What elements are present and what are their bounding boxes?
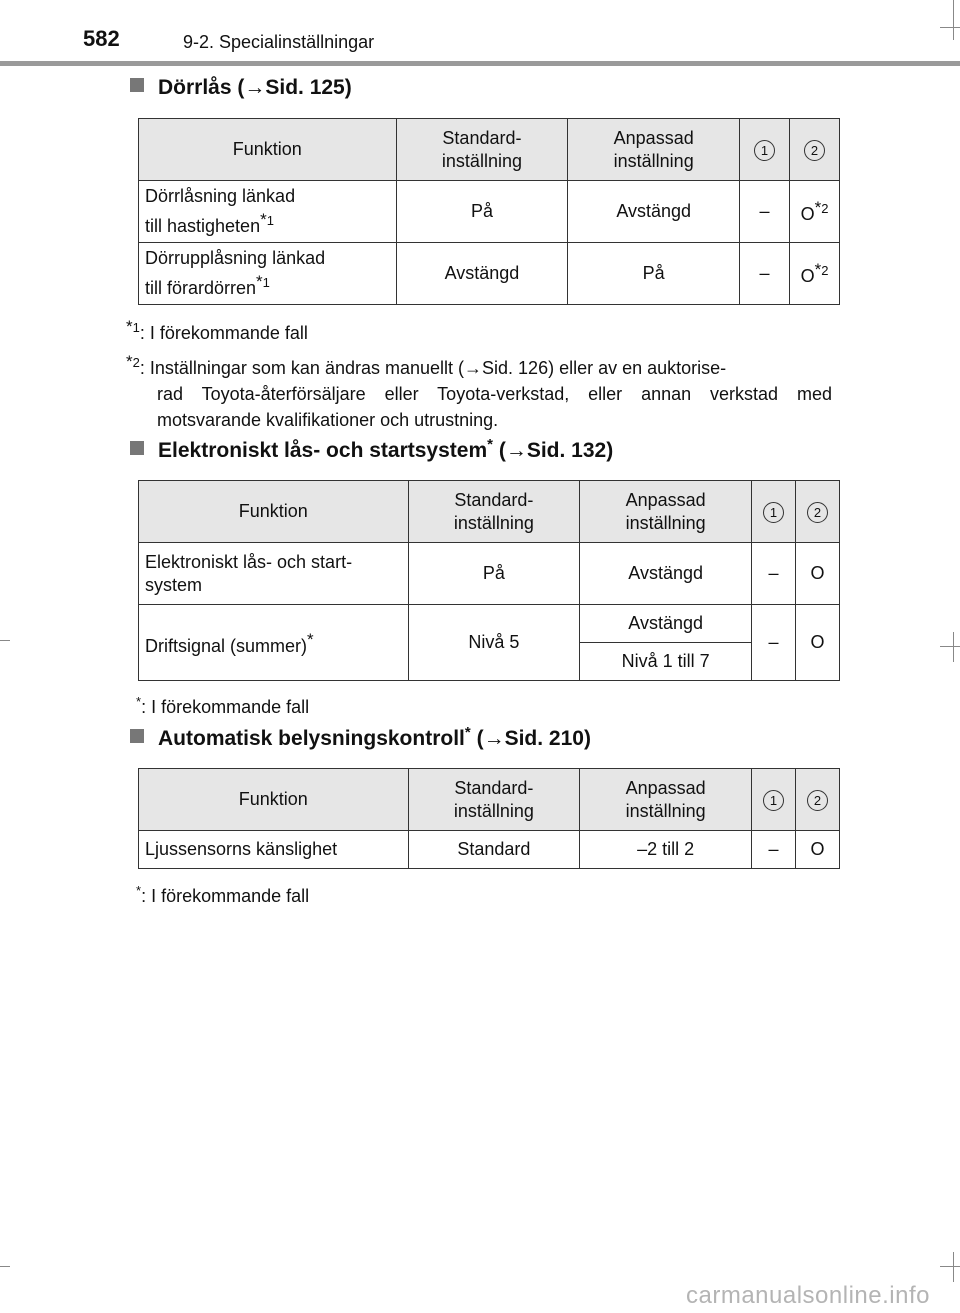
- default-cell: Standard: [408, 831, 580, 869]
- page-ref-link[interactable]: Sid. 132): [526, 439, 614, 462]
- arrow-right-icon: →: [505, 439, 527, 462]
- function-cell: Driftsignal (summer)*: [139, 605, 409, 681]
- column-header-custom: Anpassad inställning: [568, 119, 740, 181]
- crop-mark: [940, 646, 960, 647]
- table-row: [139, 181, 840, 243]
- door-lock-table: [138, 118, 840, 305]
- circled-number-1-icon: 1: [763, 502, 784, 523]
- auto-light-table: [138, 768, 840, 869]
- function-cell: Dörrlåsning länkad till hastigheten$^{*1}$: [139, 181, 397, 243]
- function-cell: Dörrupplåsning länkad till förardörren$^{*1}$: [139, 243, 397, 305]
- column-header-default: Standard- inställning: [408, 769, 580, 831]
- col2-cell: O: [796, 831, 840, 869]
- arrow-right-icon: →: [244, 76, 266, 99]
- circled-number-1-icon: 1: [754, 140, 775, 161]
- door-lock-heading: Dörrlås (→Sid. 125): [130, 76, 352, 100]
- table-row: [139, 831, 840, 869]
- column-header-custom: Anpassad inställning: [580, 481, 752, 543]
- arrow-right-icon: →: [464, 358, 483, 378]
- col1-cell: –: [752, 543, 796, 605]
- footnote-1: $^{*1}$: I förekommande fall: [126, 317, 308, 343]
- column-header-default: Standard- inställning: [408, 481, 580, 543]
- table-header-row: [139, 481, 840, 543]
- column-header-function: Funktion: [139, 769, 409, 831]
- crop-mark: [0, 640, 10, 641]
- table-row: [139, 243, 840, 305]
- col2-cell: $O^{*2}$: [790, 181, 840, 243]
- table-row: [139, 605, 840, 643]
- custom-cell: Avstängd: [568, 181, 740, 243]
- column-header-default: Standard- inställning: [396, 119, 568, 181]
- col1-cell: –: [752, 605, 796, 681]
- circled-number-2-icon: 2: [807, 790, 828, 811]
- column-header-1: [752, 769, 796, 831]
- custom-cell: –2 till 2: [580, 831, 752, 869]
- footnote: *: I förekommande fall: [136, 883, 310, 906]
- page-ref-link[interactable]: Sid. 125): [265, 76, 352, 99]
- table-header-row: [139, 769, 840, 831]
- electronic-lock-table: [138, 480, 840, 681]
- col1-cell: –: [752, 831, 796, 869]
- circled-number-2-icon: 2: [807, 502, 828, 523]
- crop-mark: [953, 632, 954, 662]
- crop-mark: [940, 27, 960, 28]
- footnote-2: $^{*2}$: Inställningar som kan ändras manuellt (→Sid. 126) eller av en auktorise- rad Toyota-återförsäljare eller Toyota-verkstad, eller annan verkstad med motsvarande kvalifikationer och utrustning.: [126, 352, 832, 430]
- column-header-2: [796, 769, 840, 831]
- function-cell: Elektroniskt lås- och start- system: [139, 543, 409, 605]
- page-header: [0, 0, 960, 66]
- column-header-function: Funktion: [139, 481, 409, 543]
- bullet-square-icon: [130, 729, 144, 743]
- custom-cell: På: [568, 243, 740, 305]
- auto-light-heading: Automatisk belysningskontroll* (→Sid. 210): [130, 724, 591, 751]
- custom-cell: Nivå 1 till 7: [580, 643, 752, 681]
- header-rule: [0, 61, 960, 66]
- bullet-square-icon: [130, 441, 144, 455]
- column-header-custom: Anpassad inställning: [580, 769, 752, 831]
- col2-cell: $O^{*2}$: [790, 243, 840, 305]
- default-cell: Nivå 5: [408, 605, 580, 681]
- bullet-square-icon: [130, 78, 144, 92]
- circled-number-1-icon: 1: [763, 790, 784, 811]
- col2-cell: O: [796, 543, 840, 605]
- footer-logo: carmanualsonline.info: [686, 1282, 930, 1309]
- circled-number-2-icon: 2: [804, 140, 825, 161]
- electronic-lock-heading: Elektroniskt lås- och startsystem* (→Sid. 132): [130, 436, 613, 463]
- page-ref-link[interactable]: Sid. 126) eller av en auktorise-: [482, 358, 727, 378]
- page-ref-link[interactable]: Sid. 210): [504, 727, 591, 750]
- crop-mark: [0, 1266, 10, 1267]
- column-header-function: Funktion: [139, 119, 397, 181]
- col2-cell: O: [796, 605, 840, 681]
- column-header-1: [752, 481, 796, 543]
- column-header-2: [796, 481, 840, 543]
- default-cell: På: [396, 181, 568, 243]
- crop-mark: [953, 0, 954, 40]
- default-cell: På: [408, 543, 580, 605]
- col1-cell: –: [740, 243, 790, 305]
- table-header-row: [139, 119, 840, 181]
- arrow-right-icon: →: [483, 727, 505, 750]
- custom-cell: Avstängd: [580, 543, 752, 605]
- column-header-2: [790, 119, 840, 181]
- crop-mark: [953, 1252, 954, 1282]
- footnote: *: I förekommande fall: [136, 694, 310, 717]
- section-title: 9-2. Specialinställningar: [183, 32, 375, 52]
- default-cell: Avstängd: [396, 243, 568, 305]
- column-header-1: [740, 119, 790, 181]
- table-row: [139, 543, 840, 605]
- function-cell: Ljussensorns känslighet: [139, 831, 409, 869]
- page-number: 582: [83, 26, 120, 51]
- crop-mark: [940, 1266, 960, 1267]
- col1-cell: –: [740, 181, 790, 243]
- custom-cell: Avstängd: [580, 605, 752, 643]
